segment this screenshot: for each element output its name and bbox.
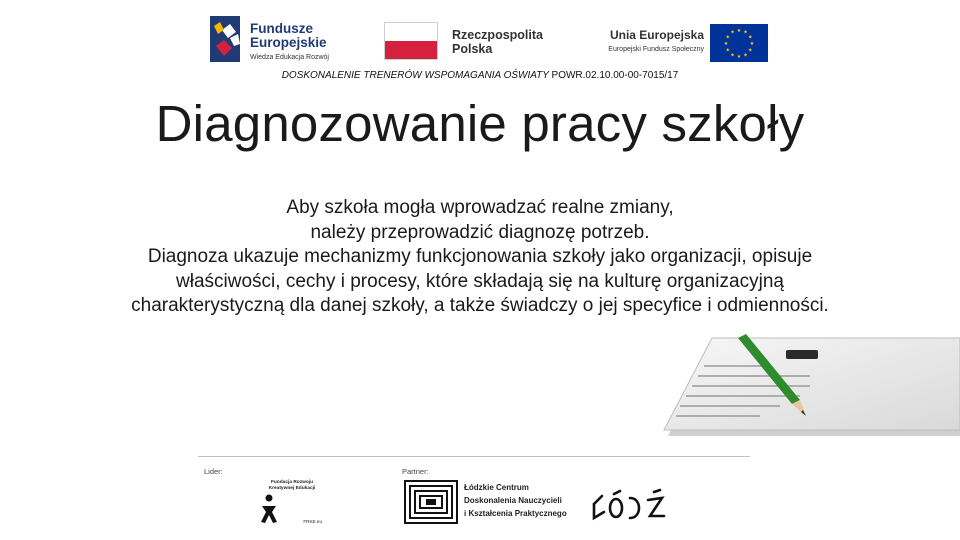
eu-flag-icon (710, 24, 768, 62)
lider-label: Lider: (204, 467, 223, 476)
partner-label: Partner: (402, 467, 429, 476)
notepad-pencil-icon (660, 334, 960, 444)
rp-line2: Polska (452, 42, 493, 56)
frke-logo (258, 480, 324, 526)
polish-flag-icon (384, 22, 438, 60)
body-paragraph: Diagnoza ukazuje mechanizmy funkcjonowania szkoły jako organizacji, opisuje właściwości, cechy i procesy, które składają się na kulturę organizacyjną charakterystyczną dla danej szkoły, a także świadczy o jej specyfice i odmienności. (131, 246, 829, 316)
svg-text:★: ★ (736, 54, 742, 60)
lcdnikp-mark-icon (404, 480, 458, 524)
lodz-logo-icon (590, 488, 668, 522)
program-name: DOSKONALENIE TRENERÓW WSPOMAGANIA OŚWIATY (281, 70, 549, 81)
svg-text:★: ★ (743, 52, 748, 59)
rp-line1: Rzeczpospolita (452, 28, 543, 42)
frke-code: FRKE.eu (303, 519, 322, 524)
slide-title: Diagnozowanie pracy szkoły (155, 95, 805, 152)
frke-line1: Fundacja Rozwoju (270, 480, 314, 485)
svg-text:★: ★ (748, 34, 753, 41)
walking-figure-icon (258, 494, 280, 524)
svg-text:★: ★ (743, 29, 748, 36)
svg-text:★: ★ (725, 34, 730, 41)
svg-text:★: ★ (725, 47, 730, 54)
lcdnikp-logo (404, 480, 567, 526)
fundusze-line1: Fundusze (250, 21, 313, 36)
program-code-line (0, 70, 960, 81)
svg-text:★: ★ (723, 41, 729, 47)
footer-divider (198, 456, 750, 457)
program-code: POWR.02.10.00-00-7015/17 (551, 70, 679, 81)
fundusze-europejskie-mark-icon (210, 16, 244, 62)
svg-text:★: ★ (749, 41, 755, 47)
rzeczpospolita-polska-logo (384, 22, 554, 64)
body-line-2: należy przeprowadzić diagnozę potrzeb. (310, 221, 650, 243)
unia-europejska-logo (580, 24, 768, 64)
svg-text:★: ★ (748, 47, 753, 54)
slide-body (120, 196, 840, 319)
frke-line2: Kreatywnej Edukacji (268, 485, 316, 491)
fundusze-europejskie-logo (210, 16, 352, 66)
lcdnikp-line1: Łódzkie Centrum (464, 483, 529, 492)
ue-subtitle: Europejski Fundusz Społeczny (608, 46, 704, 53)
body-line-1: Aby szkoła mogła wprowadzać realne zmiany, (286, 197, 674, 218)
svg-text:★: ★ (730, 52, 735, 59)
fundusze-subtitle: Wiedza Edukacja Rozwój (250, 54, 329, 61)
ue-title: Unia Europejska (609, 28, 704, 42)
lcdnikp-line3: i Kształcenia Praktycznego (464, 509, 567, 518)
svg-text:★: ★ (736, 28, 742, 34)
svg-text:★: ★ (730, 29, 735, 36)
fundusze-line2: Europejskie (250, 35, 327, 50)
lcdnikp-line2: Doskonalenia Nauczycieli (464, 496, 562, 505)
